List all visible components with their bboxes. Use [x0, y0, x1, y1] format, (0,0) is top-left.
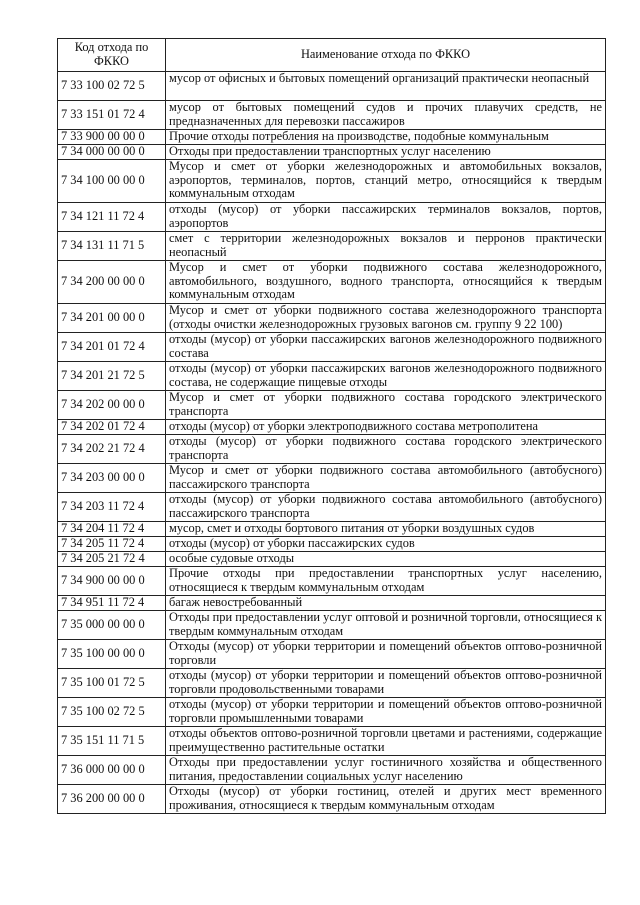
waste-code-cell: 7 34 201 21 72 5 [58, 362, 166, 391]
waste-code-cell: 7 34 000 00 00 0 [58, 145, 166, 160]
table-row [58, 611, 606, 640]
waste-code-cell: 7 35 100 01 72 5 [58, 669, 166, 698]
table-row [58, 160, 606, 203]
waste-name-cell: Мусор и смет от уборки железнодорожных и автомобильных вокзалов, аэропортов, терминалов, портов, станций метро, относящийся к твердым коммунальным отходам [166, 160, 606, 203]
table-row [58, 727, 606, 756]
table-row [58, 435, 606, 464]
table-row [58, 464, 606, 493]
waste-name-cell: отходы (мусор) от уборки пассажирских вагонов железнодорожного подвижного состава, не содержащие пищевые отходы [166, 362, 606, 391]
waste-name-cell: отходы (мусор) от уборки электроподвижного состава метрополитена [166, 420, 606, 435]
waste-code-cell: 7 34 900 00 00 0 [58, 567, 166, 596]
table-header-row [58, 39, 606, 72]
waste-name-cell: Отходы при предоставлении транспортных услуг населению [166, 145, 606, 160]
table-row [58, 669, 606, 698]
table-body [58, 72, 606, 814]
table-row [58, 391, 606, 420]
table-row [58, 130, 606, 145]
waste-code-cell: 7 35 000 00 00 0 [58, 611, 166, 640]
waste-name-cell: Прочие отходы потребления на производстве, подобные коммунальным [166, 130, 606, 145]
table-row [58, 101, 606, 130]
waste-code-cell: 7 33 900 00 00 0 [58, 130, 166, 145]
table-row [58, 698, 606, 727]
waste-name-cell: особые судовые отходы [166, 552, 606, 567]
waste-name-cell: Отходы (мусор) от уборки гостиниц, отелей и других мест временного проживания, относящиеся к твердым коммунальным отходам [166, 785, 606, 814]
table-row [58, 333, 606, 362]
waste-name-cell: Мусор и смет от уборки подвижного состава автомобильного (автобусного) пассажирского транспорта [166, 464, 606, 493]
waste-code-cell: 7 34 201 01 72 4 [58, 333, 166, 362]
waste-name-cell: отходы (мусор) от уборки территории и помещений объектов оптово-розничной торговли промышленными товарами [166, 698, 606, 727]
waste-name-cell: Отходы (мусор) от уборки территории и помещений объектов оптово-розничной торговли [166, 640, 606, 669]
waste-code-cell: 7 35 100 02 72 5 [58, 698, 166, 727]
waste-name-cell: отходы (мусор) от уборки территории и помещений объектов оптово-розничной торговли продовольственными товарами [166, 669, 606, 698]
waste-code-cell: 7 34 202 21 72 4 [58, 435, 166, 464]
waste-name-cell: Отходы при предоставлении услуг гостиничного хозяйства и общественного питания, предоставлении социальных услуг населению [166, 756, 606, 785]
waste-code-cell: 7 34 121 11 72 4 [58, 203, 166, 232]
table-row [58, 567, 606, 596]
waste-name-cell: мусор от бытовых помещений судов и прочих плавучих средств, не предназначенных для перевозки пассажиров [166, 101, 606, 130]
waste-name-cell: Прочие отходы при предоставлении транспортных услуг населению, относящиеся к твердым коммунальным отходам [166, 567, 606, 596]
header-waste-name: Наименование отхода по ФККО [166, 39, 606, 72]
table-row [58, 145, 606, 160]
table-row [58, 552, 606, 567]
waste-code-cell: 7 34 951 11 72 4 [58, 596, 166, 611]
waste-name-cell: отходы (мусор) от уборки пассажирских судов [166, 537, 606, 552]
waste-name-cell: отходы (мусор) от уборки подвижного состава городского электрического транспорта [166, 435, 606, 464]
waste-name-cell: отходы (мусор) от уборки пассажирских вагонов железнодорожного подвижного состава [166, 333, 606, 362]
table-row [58, 232, 606, 261]
waste-code-cell: 7 34 203 00 00 0 [58, 464, 166, 493]
waste-code-cell: 7 33 151 01 72 4 [58, 101, 166, 130]
waste-name-cell: отходы (мусор) от уборки подвижного состава автомобильного (автобусного) пассажирского транспорта [166, 493, 606, 522]
waste-name-cell: мусор от офисных и бытовых помещений организаций практически неопасный [166, 72, 606, 101]
table-row [58, 261, 606, 304]
table-row [58, 304, 606, 333]
waste-name-cell: мусор, смет и отходы бортового питания от уборки воздушных судов [166, 522, 606, 537]
table-row [58, 596, 606, 611]
waste-code-cell: 7 34 200 00 00 0 [58, 261, 166, 304]
table-row [58, 640, 606, 669]
waste-name-cell: отходы объектов оптово-розничной торговли цветами и растениями, содержащие преимущественно растительные остатки [166, 727, 606, 756]
waste-code-cell: 7 35 100 00 00 0 [58, 640, 166, 669]
waste-code-cell: 7 34 205 11 72 4 [58, 537, 166, 552]
waste-code-cell: 7 34 202 01 72 4 [58, 420, 166, 435]
waste-code-cell: 7 36 000 00 00 0 [58, 756, 166, 785]
waste-code-cell: 7 34 202 00 00 0 [58, 391, 166, 420]
waste-name-cell: багаж невостребованный [166, 596, 606, 611]
waste-name-cell: смет с территории железнодорожных вокзалов и перронов практически неопасный [166, 232, 606, 261]
waste-name-cell: Мусор и смет от уборки подвижного состава железнодорожного транспорта (отходы очистки железнодорожных грузовых вагонов см. группу 9 22 100) [166, 304, 606, 333]
waste-name-cell: Отходы при предоставлении услуг оптовой и розничной торговли, относящиеся к твердым коммунальным отходам [166, 611, 606, 640]
waste-name-cell: Мусор и смет от уборки подвижного состава железнодорожного, автомобильного, воздушного, водного транспорта, относящийся к твердым коммунальным отходам [166, 261, 606, 304]
table-row [58, 785, 606, 814]
table-row [58, 362, 606, 391]
table-row [58, 537, 606, 552]
table-row [58, 522, 606, 537]
waste-code-cell: 7 33 100 02 72 5 [58, 72, 166, 101]
waste-code-cell: 7 36 200 00 00 0 [58, 785, 166, 814]
waste-code-cell: 7 34 131 11 71 5 [58, 232, 166, 261]
fkko-waste-table [57, 38, 606, 814]
table-row [58, 493, 606, 522]
table-row [58, 72, 606, 101]
table-row [58, 756, 606, 785]
table-row [58, 203, 606, 232]
table-row [58, 420, 606, 435]
waste-code-cell: 7 35 151 11 71 5 [58, 727, 166, 756]
waste-code-cell: 7 34 204 11 72 4 [58, 522, 166, 537]
waste-code-cell: 7 34 203 11 72 4 [58, 493, 166, 522]
waste-code-cell: 7 34 100 00 00 0 [58, 160, 166, 203]
waste-name-cell: отходы (мусор) от уборки пассажирских терминалов вокзалов, портов, аэропортов [166, 203, 606, 232]
header-waste-code: Код отхода по ФККО [58, 39, 166, 72]
waste-code-cell: 7 34 205 21 72 4 [58, 552, 166, 567]
waste-name-cell: Мусор и смет от уборки подвижного состава городского электрического транспорта [166, 391, 606, 420]
waste-code-cell: 7 34 201 00 00 0 [58, 304, 166, 333]
